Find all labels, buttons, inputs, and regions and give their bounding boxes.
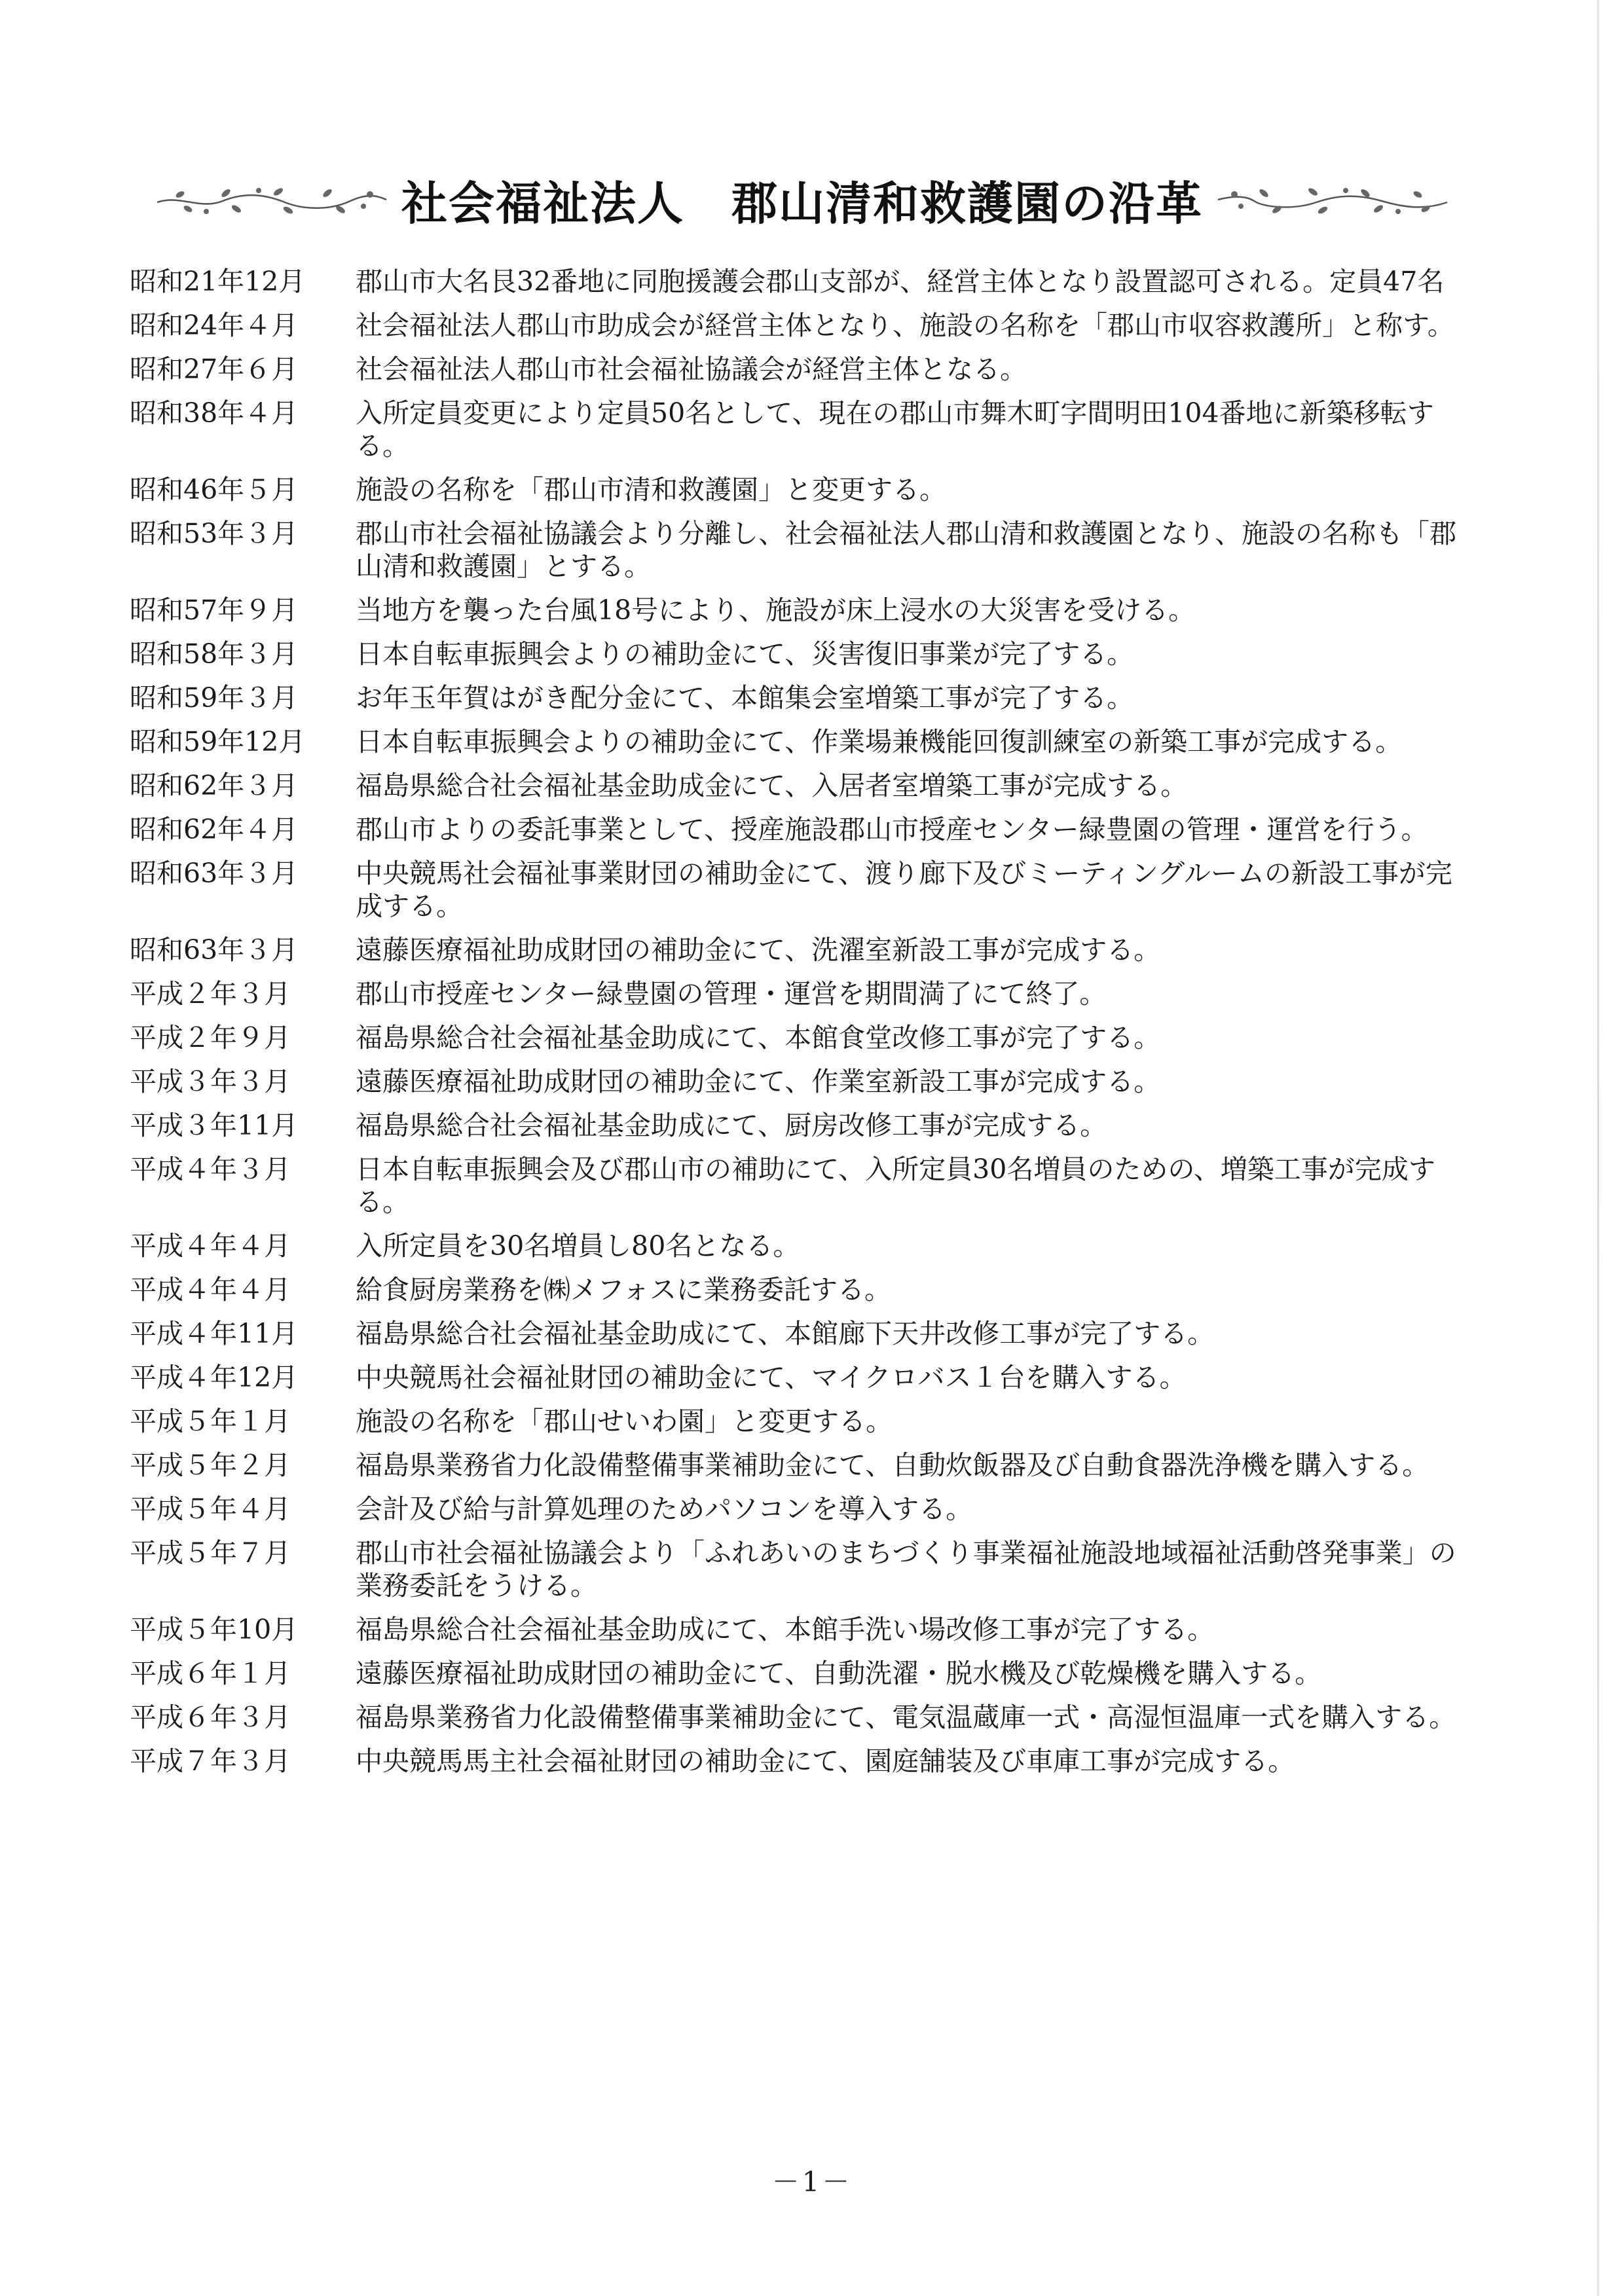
timeline-entry [130, 1657, 1479, 1690]
entry-date: 昭和46年５月 [130, 474, 299, 505]
entry-description: 社会福祉法人郡山市社会福祉協議会が経営主体となる。 [356, 354, 1027, 385]
entry-description: 遠藤医療福祉助成財団の補助金にて、洗濯室新設工事が完成する。 [356, 934, 1161, 966]
timeline-entry [130, 517, 1479, 583]
entry-date: 平成４年４月 [130, 1274, 291, 1305]
timeline-entry [130, 1537, 1479, 1602]
entry-date: 平成３年３月 [130, 1066, 291, 1097]
entry-description: 日本自転車振興会よりの補助金にて、作業場兼機能回復訓練室の新築工事が完成する。 [356, 726, 1403, 757]
timeline-entry [130, 353, 1479, 386]
entry-date: 昭和59年３月 [130, 682, 299, 714]
entry-date: 平成４年３月 [130, 1154, 291, 1185]
entry-description: 福島県総合社会福祉基金助成にて、本館手洗い場改修工事が完了する。 [356, 1614, 1215, 1645]
entry-description: お年玉年賀はがき配分金にて、本館集会室増築工事が完了する。 [356, 682, 1134, 714]
timeline-entry [130, 1317, 1479, 1350]
entry-description: 遠藤医療福祉助成財団の補助金にて、作業室新設工事が完成する。 [356, 1066, 1161, 1097]
entry-date: 昭和63年３月 [130, 858, 299, 889]
entry-description: 中央競馬馬主社会福祉財団の補助金にて、園庭舗装及び車庫工事が完成する。 [356, 1745, 1295, 1777]
timeline-entry [130, 813, 1479, 846]
entry-description: 福島県総合社会福祉基金助成にて、本館廊下天井改修工事が完了する。 [356, 1318, 1215, 1349]
entry-description: 当地方を襲った台風18号により、施設が床上浸水の大災害を受ける。 [356, 594, 1196, 626]
timeline-entry [130, 473, 1479, 506]
timeline-entry [130, 397, 1479, 462]
entry-date: 昭和59年12月 [130, 726, 306, 757]
entry-description: 福島県業務省力化設備整備事業補助金にて、自動炊飯器及び自動食器洗浄機を購入する。 [356, 1449, 1430, 1481]
page-title: 社会福祉法人 郡山清和救護園の沿革 [401, 175, 1203, 230]
page-number: －1－ [771, 2166, 853, 2198]
timeline-entry [130, 1405, 1479, 1438]
entry-description: 日本自転車振興会よりの補助金にて、災害復旧事業が完了する。 [356, 638, 1134, 670]
page-edge-shadow [1597, 0, 1599, 2296]
entry-date: 平成２年９月 [130, 1022, 291, 1053]
timeline-entry [130, 1361, 1479, 1394]
entry-date: 昭和21年12月 [130, 266, 306, 297]
entry-date: 昭和57年９月 [130, 594, 299, 626]
entry-description: 施設の名称を「郡山せいわ園」と変更する。 [356, 1406, 893, 1437]
entry-date: 平成６年３月 [130, 1702, 291, 1733]
entry-date: 平成４年12月 [130, 1362, 299, 1393]
timeline-entry [130, 1065, 1479, 1098]
entry-date: 平成４年４月 [130, 1230, 291, 1262]
entry-description: 日本自転車振興会及び郡山市の補助にて、入所定員30名増員のための、増築工事が完成する。 [356, 1154, 1435, 1218]
entry-date: 昭和53年３月 [130, 518, 299, 549]
timeline-entry [130, 1745, 1479, 1777]
timeline-entry [130, 934, 1479, 966]
entry-date: 昭和38年４月 [130, 397, 299, 429]
entry-date: 昭和63年３月 [130, 934, 299, 966]
entry-description: 施設の名称を「郡山市清和救護園」と変更する。 [356, 474, 946, 505]
entry-date: 平成６年１月 [130, 1658, 291, 1689]
timeline-entry [130, 1701, 1479, 1734]
entry-date: 平成７年３月 [130, 1745, 291, 1777]
entry-date: 平成５年４月 [130, 1493, 291, 1525]
entry-date: 昭和62年３月 [130, 770, 299, 801]
entry-date: 平成５年２月 [130, 1449, 291, 1481]
entry-description: 社会福祉法人郡山市助成会が経営主体となり、施設の名称を「郡山市収容救護所」と称す。 [356, 310, 1454, 341]
entry-description: 入所定員を30名増員し80名となる。 [356, 1230, 800, 1262]
timeline-entry [130, 1153, 1479, 1218]
timeline-entry [130, 682, 1479, 714]
entry-description: 給食厨房業務を㈱メフォスに業務委託する。 [356, 1274, 891, 1305]
entry-date: 平成５年７月 [130, 1537, 291, 1569]
timeline-entry [130, 1493, 1479, 1525]
entry-date: 昭和62年４月 [130, 814, 299, 845]
timeline-entry [130, 1273, 1479, 1306]
timeline-entry [130, 1230, 1479, 1262]
entry-date: 平成５年１月 [130, 1406, 291, 1437]
entry-description: 福島県総合社会福祉基金助成にて、厨房改修工事が完成する。 [356, 1110, 1107, 1141]
entry-date: 平成４年11月 [130, 1318, 299, 1349]
timeline-entry [130, 1109, 1479, 1142]
entry-description: 中央競馬社会福祉財団の補助金にて、マイクロバス１台を購入する。 [356, 1362, 1187, 1393]
vine-ornament-right-icon [1215, 180, 1450, 219]
timeline-entry [130, 725, 1479, 758]
timeline-entry [130, 1449, 1479, 1482]
timeline-entry [130, 1613, 1479, 1646]
entry-description: 会計及び給与計算処理のためパソコンを導入する。 [356, 1493, 973, 1525]
entry-description: 中央競馬社会福祉事業財団の補助金にて、渡り廊下及びミーティングルームの新設工事が完成する。 [356, 858, 1452, 922]
entry-date: 平成３年11月 [130, 1110, 299, 1141]
entry-date: 昭和24年４月 [130, 310, 299, 341]
timeline-entry [130, 977, 1479, 1010]
entry-date: 昭和58年３月 [130, 638, 299, 670]
timeline-entry [130, 265, 1479, 298]
entry-description: 郡山市よりの委託事業として、授産施設郡山市授産センター緑豊園の管理・運営を行う。 [356, 814, 1428, 845]
timeline-entry [130, 769, 1479, 802]
entry-date: 昭和27年６月 [130, 354, 299, 385]
entry-date: 平成２年３月 [130, 978, 291, 1010]
timeline-entry [130, 638, 1479, 670]
entry-description: 郡山市社会福祉協議会より分離し、社会福祉法人郡山清和救護園となり、施設の名称も「郡山清和救護園」とする。 [356, 518, 1456, 582]
timeline-entry [130, 1021, 1479, 1054]
title-row [131, 164, 1473, 236]
entry-date: 平成５年10月 [130, 1614, 299, 1645]
entry-description: 福島県業務省力化設備整備事業補助金にて、電気温蔵庫一式・高湿恒温庫一式を購入する。 [356, 1702, 1456, 1733]
timeline-entry [130, 309, 1479, 342]
entry-description: 福島県総合社会福祉基金助成金にて、入居者室増築工事が完成する。 [356, 770, 1188, 801]
entry-description: 遠藤医療福祉助成財団の補助金にて、自動洗濯・脱水機及び乾燥機を購入する。 [356, 1658, 1322, 1689]
entry-description: 郡山市社会福祉協議会より「ふれあいのまちづくり事業福祉施設地域福祉活動啓発事業」の業務委託をうける。 [356, 1537, 1456, 1601]
timeline-entry [130, 857, 1479, 922]
entry-description: 郡山市大名艮32番地に同胞援護会郡山支部が、経営主体となり設置認可される。定員47名 [356, 266, 1445, 297]
vine-ornament-left-icon [154, 180, 390, 219]
entry-description: 郡山市授産センター緑豊園の管理・運営を期間満了にて終了。 [356, 978, 1107, 1010]
entry-description: 入所定員変更により定員50名として、現在の郡山市舞木町字間明田104番地に新築移転する。 [356, 397, 1434, 462]
history-timeline [130, 265, 1479, 1789]
entry-description: 福島県総合社会福祉基金助成にて、本館食堂改修工事が完了する。 [356, 1022, 1161, 1053]
timeline-entry [130, 594, 1479, 627]
